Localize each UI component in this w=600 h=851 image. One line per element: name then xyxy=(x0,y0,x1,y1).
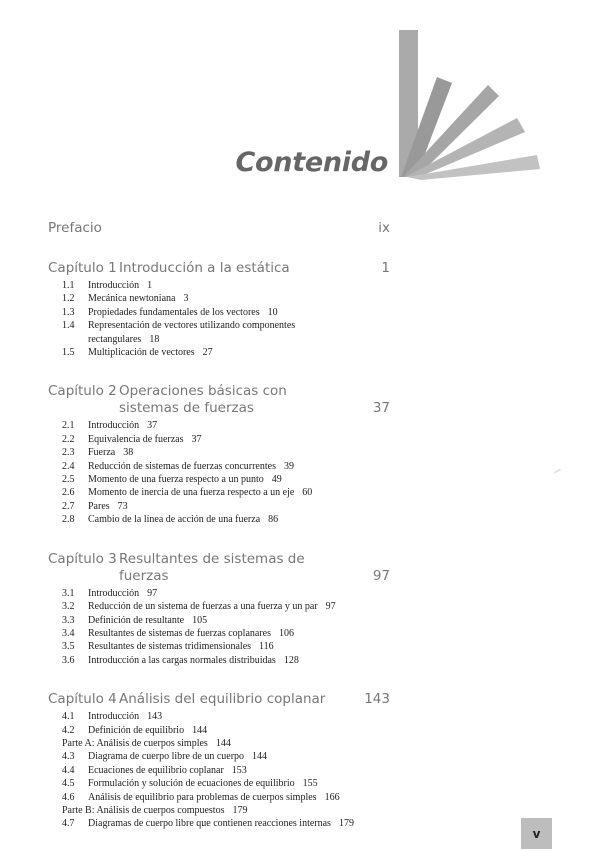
toc-item xyxy=(48,627,390,640)
toc-item xyxy=(48,724,390,737)
item-number: 1.5 xyxy=(62,347,75,359)
item-text: Parte A: Análisis de cuerpos simples 144 xyxy=(62,737,231,749)
item-number: 4.7 xyxy=(62,818,75,830)
item-page: 143 xyxy=(147,711,163,723)
toc-item xyxy=(48,750,390,763)
chapter-page: 1 xyxy=(381,260,390,276)
item-number: 2.7 xyxy=(62,500,75,512)
item-text: Introducción 143 xyxy=(88,711,163,723)
item-number: 2.4 xyxy=(62,460,75,472)
item-text: Pares 73 xyxy=(88,500,128,512)
toc-item xyxy=(48,319,390,346)
item-text: Parte B: Análisis de cuerpos compuestos 179 xyxy=(62,804,248,816)
item-text: Fuerza 38 xyxy=(88,447,134,459)
page-number: v xyxy=(521,818,552,849)
toc-item xyxy=(48,640,390,653)
chapter-heading xyxy=(48,551,390,585)
chapter-section xyxy=(48,383,390,526)
item-page: 1 xyxy=(147,280,153,291)
toc-item xyxy=(48,446,390,459)
item-number: 3.3 xyxy=(62,614,75,626)
chapter-title: Operaciones básicas con sistemas de fuerzas xyxy=(119,383,287,417)
item-text: Momento de inercia de una fuerza respecto a un eje 60 xyxy=(88,487,313,499)
prefacio-page: ix xyxy=(378,220,390,236)
chapter-section xyxy=(48,691,390,831)
table-of-contents xyxy=(48,220,390,831)
item-page: 116 xyxy=(259,641,274,653)
chapter-section xyxy=(48,260,390,359)
toc-item xyxy=(48,587,390,600)
item-number: 2.5 xyxy=(62,474,75,486)
item-page: 86 xyxy=(268,514,279,526)
item-number: 1.2 xyxy=(62,293,75,305)
item-text: Introducción 1 xyxy=(88,280,153,291)
item-page: 179 xyxy=(338,818,354,830)
item-text: Introducción 37 xyxy=(88,420,158,432)
prefacio-label: Prefacio xyxy=(48,220,102,236)
toc-item xyxy=(48,804,390,817)
chapter-heading xyxy=(48,383,390,417)
toc-item xyxy=(48,346,390,359)
chapter-label: Capítulo 4 xyxy=(48,691,117,708)
item-text: Definición de equilibrio 144 xyxy=(88,724,208,736)
chapter-page: 37 xyxy=(372,400,390,417)
toc-item xyxy=(48,737,390,750)
item-text: Introducción a las cargas normales distribuidas 128 xyxy=(88,654,299,666)
item-page: 144 xyxy=(192,724,208,736)
toc-item xyxy=(48,460,390,473)
toc-item xyxy=(48,791,390,804)
decorative-rays-graphic xyxy=(395,25,600,180)
item-text: Representación de vectores utilizando componentes rectangulares 18 xyxy=(88,320,296,345)
toc-item xyxy=(48,710,390,723)
chapter-section xyxy=(48,551,390,667)
item-number: 3.4 xyxy=(62,627,75,639)
item-page: 105 xyxy=(192,614,208,626)
item-page: 49 xyxy=(271,474,282,486)
item-page: 97 xyxy=(147,587,158,599)
chapter-label: Capítulo 2 xyxy=(48,383,117,400)
toc-item xyxy=(48,279,390,292)
toc-item xyxy=(48,500,390,513)
toc-item xyxy=(48,513,390,526)
item-page: 18 xyxy=(149,333,160,345)
toc-item xyxy=(48,614,390,627)
item-page: 39 xyxy=(283,460,294,472)
item-page: 106 xyxy=(279,627,294,639)
toc-item xyxy=(48,292,390,305)
item-text: Diagramas de cuerpo libre que contienen reacciones internas 179 xyxy=(88,818,354,830)
page-title: Contenido xyxy=(235,147,388,178)
item-page: 27 xyxy=(202,347,213,359)
item-number: 2.6 xyxy=(62,487,75,499)
item-page: 10 xyxy=(267,306,278,318)
item-text: Reducción de sistemas de fuerzas concurrentes 39 xyxy=(88,460,294,472)
item-text: Resultantes de sistemas de fuerzas coplanares 106 xyxy=(88,627,294,639)
item-number: 1.1 xyxy=(62,280,75,291)
toc-item xyxy=(48,419,390,432)
item-text: Multiplicación de vectores 27 xyxy=(88,347,213,359)
item-page: 37 xyxy=(147,420,158,432)
item-number: 3.1 xyxy=(62,587,75,599)
item-page: 73 xyxy=(117,500,128,512)
toc-item xyxy=(48,654,390,667)
item-text: Definición de resultante 105 xyxy=(88,614,208,626)
item-number: 4.5 xyxy=(62,778,75,790)
item-number: 3.5 xyxy=(62,641,75,653)
toc-item xyxy=(48,600,390,613)
item-page: 60 xyxy=(302,487,313,499)
item-page: 3 xyxy=(183,293,189,305)
item-text: Mecánica newtoniana 3 xyxy=(88,293,189,305)
item-number: 2.2 xyxy=(62,433,75,445)
toc-item xyxy=(48,817,390,830)
item-number: 4.4 xyxy=(62,764,75,776)
item-number: 2.1 xyxy=(62,420,75,432)
item-page: 144 xyxy=(252,751,268,763)
item-text: Ecuaciones de equilibrio coplanar 153 xyxy=(88,764,247,776)
item-page: 155 xyxy=(302,778,318,790)
chapter-title: Resultantes de sistemas de fuerzas xyxy=(119,550,305,584)
chapter-page: 143 xyxy=(364,691,390,708)
item-number: 4.2 xyxy=(62,724,75,736)
chapter-title: Análisis del equilibrio coplanar xyxy=(119,691,326,708)
item-number: 2.3 xyxy=(62,447,75,459)
item-text: Equivalencia de fuerzas 37 xyxy=(88,433,202,445)
item-text: Análisis de equilibrio para problemas de cuerpos simples 166 xyxy=(88,791,340,803)
item-number: 4.1 xyxy=(62,711,75,723)
toc-item xyxy=(48,777,390,790)
toc-item xyxy=(48,764,390,777)
item-page: 179 xyxy=(232,804,248,816)
item-number: 4.3 xyxy=(62,751,75,763)
toc-item xyxy=(48,306,390,319)
chapter-heading xyxy=(48,260,390,277)
chapter-label: Capítulo 3 xyxy=(48,550,117,567)
item-text: Formulación y solución de ecuaciones de equilibrio 155 xyxy=(88,778,318,790)
item-page: 128 xyxy=(283,654,299,666)
item-number: 1.3 xyxy=(62,306,75,318)
item-page: 97 xyxy=(325,601,336,613)
item-page: 38 xyxy=(123,447,134,459)
item-text: Cambio de la línea de acción de una fuerza 86 xyxy=(88,514,279,526)
item-page: 144 xyxy=(215,737,231,749)
item-text: Resultantes de sistemas tridimensionales 116 xyxy=(88,641,274,653)
chapter-title: Introducción a la estática xyxy=(119,260,290,276)
item-number: 2.8 xyxy=(62,514,75,526)
toc-item xyxy=(48,473,390,486)
item-number: 3.6 xyxy=(62,654,75,666)
item-number: 1.4 xyxy=(62,320,75,332)
toc-item xyxy=(48,486,390,499)
toc-entry-prefacio xyxy=(48,220,390,236)
chapter-label: Capítulo 1 xyxy=(48,260,117,276)
item-text: Introducción 97 xyxy=(88,587,158,599)
item-text: Reducción de un sistema de fuerzas a una fuerza y un par 97 xyxy=(88,601,336,613)
item-text: Momento de una fuerza respecto a un punto 49 xyxy=(88,474,282,486)
item-text: Diagrama de cuerpo libre de un cuerpo 144 xyxy=(88,751,268,763)
chapter-heading xyxy=(48,691,390,708)
scan-speck xyxy=(554,468,561,473)
item-page: 166 xyxy=(324,791,340,803)
item-page: 153 xyxy=(231,764,247,776)
toc-item xyxy=(48,433,390,446)
item-page: 37 xyxy=(191,433,202,445)
item-number: 4.6 xyxy=(62,791,75,803)
chapter-page: 97 xyxy=(372,567,390,584)
item-number: 3.2 xyxy=(62,601,75,613)
item-text: Propiedades fundamentales de los vectores 10 xyxy=(88,306,278,318)
